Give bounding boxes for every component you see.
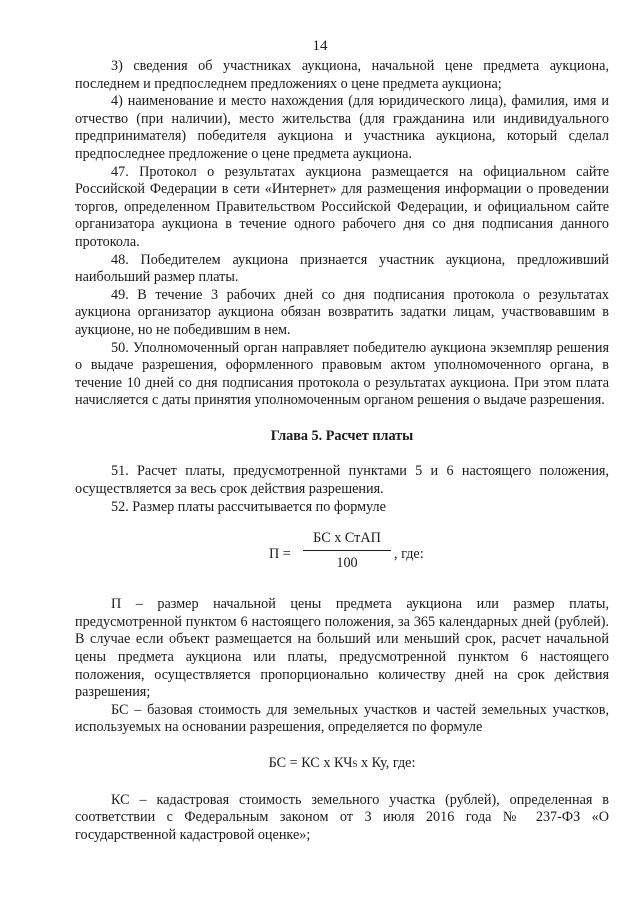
paragraph-item-4: 4) наименование и место нахождения (для юридического лица), фамилия, имя и отчество (при наличии), место жительства (для гражданина или индивидуального предпринимателя) победителя аукциона и участника аукциона, который сделал предпоследнее предложение о цене предмета аукциона. (75, 93, 609, 162)
definition-p: П – размер начальной цены предмета аукциона или размер платы, предусмотренной пунктом 6 настоящего положения, за 365 календарных дней (рублей). В случае если объект размещается на больший или меньший срок, расчет начальной цены предмета аукциона или платы, предусмотренной пунктом 6 настоящего положения, осуществляется пропорционально количеству дней на срок действия разрешения; (75, 596, 609, 701)
formula2-end: х Ку, где: (357, 755, 416, 771)
paragraph-item-47: 47. Протокол о результатах аукциона размещается на официальном сайте Российской Федерации в сети «Интернет» для размещения информации о проведении торгов, определенном Правительством Российской Федерации, и официальном сайте организатора аукциона в течение одного рабочего дня со дня подписания данного протокола. (75, 163, 609, 250)
formula-lhs: П = (269, 546, 291, 563)
formula-denominator: 100 (336, 554, 358, 571)
definition-ks: КС – кадастровая стоимость земельного участка (рублей), определенная в соответствии с Федеральным законом от 3 июля 2016 года № 237-ФЗ «О государственной кадастровой оценке»; (75, 791, 609, 843)
paragraph-item-48: 48. Победителем аукциона признается участник аукциона, предложивший наибольший размер платы. (75, 251, 609, 286)
payment-formula (75, 530, 609, 582)
paragraph-item-3: 3) сведения об участниках аукциона, начальной цене предмета аукциона, последнем и предпоследнем предложениях о цене предмета аукциона; (75, 58, 609, 92)
paragraph-item-50: 50. Уполномоченный орган направляет победителю аукциона экземпляр решения о выдаче разрешения, оформленного правовым актом уполномоченного органа, в течение 10 дней со дня подписания протокола о результатах аукциона. При этом плата начисляется с даты принятия уполномоченным органом решения о выдаче разрешения. (75, 339, 609, 409)
formula-numerator: БС х СтАП (303, 530, 391, 551)
chapter-title: Глава 5. Расчет платы (270, 427, 414, 444)
paragraph-item-49: 49. В течение 3 рабочих дней со дня подписания протокола о результатах аукциона организатор аукциона обязан возвратить задатки лицам, участвовавшим в аукционе, но не победившим в нем. (75, 286, 609, 338)
definition-bs: БС – базовая стоимость для земельных участков и частей земельных участков, используемых на основании разрешения, определяется по формуле (75, 701, 609, 736)
base-cost-formula (75, 755, 609, 774)
formula2-subscript: S (352, 759, 358, 769)
page-number: 14 (312, 38, 328, 54)
paragraph-item-51: 51. Расчет платы, предусмотренной пунктами 5 и 6 настоящего положения, осуществляется за весь срок действия разрешения. (75, 463, 609, 498)
formula-fraction (303, 530, 391, 572)
formula2-start: БС = КС х КЧ (268, 755, 353, 771)
paragraph-item-52: 52. Размер платы рассчитывается по формуле (111, 498, 386, 515)
document-body (75, 58, 609, 844)
formula-tail: , где: (394, 546, 424, 563)
